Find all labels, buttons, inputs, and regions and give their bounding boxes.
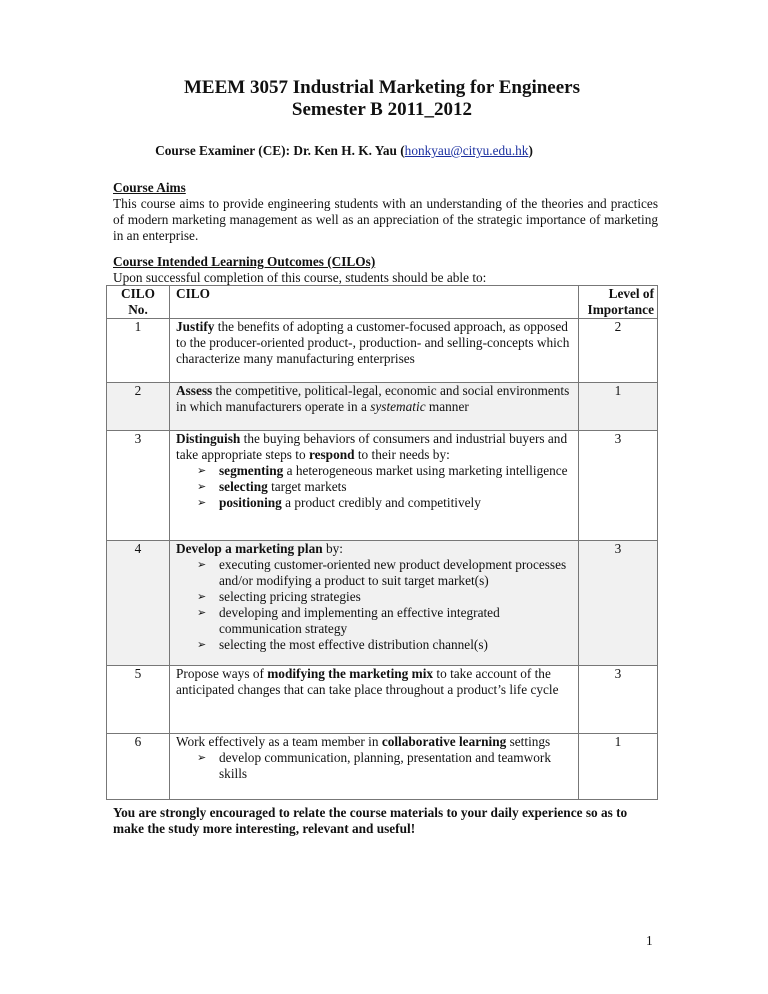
text-segment: manner [425, 399, 469, 414]
course-title: MEEM 3057 Industrial Marketing for Engineers [183, 77, 580, 98]
cilo-level: 3 [579, 431, 658, 541]
cilos-section [113, 254, 658, 286]
table-row [107, 734, 658, 800]
text-segment: respond [308, 447, 355, 462]
text-segment: selecting the most effective distribution channel(s) [219, 637, 488, 652]
cilo-number: 3 [107, 431, 170, 541]
cilo-description [170, 431, 579, 541]
table-row [107, 383, 658, 431]
text-segment: developing and implementing an effective integrated communication strategy [219, 605, 500, 636]
text-segment: collaborative learning [381, 734, 507, 749]
cilo-description [170, 383, 579, 431]
text-segment: develop communication, planning, presentation and teamwork skills [219, 750, 551, 781]
text-segment: executing customer-oriented new product development processes and/or modifying a product to suit target market(s) [219, 557, 567, 588]
cilo-text [176, 734, 572, 750]
text-segment: Justify [176, 319, 215, 334]
cilo-level: 3 [579, 666, 658, 734]
course-aims-text: This course aims to provide engineering students with an understanding of the theories and practices of modern marketing management as well as an appreciation of the strategic importance of marketing in an enterprise. [113, 196, 658, 243]
cilo-text [176, 431, 572, 463]
bullet-list [176, 750, 572, 782]
header-cilo: CILO [170, 286, 579, 319]
cilo-description [170, 734, 579, 800]
bullet-list [176, 463, 572, 511]
cilos-intro: Upon successful completion of this course, students should be able to: [113, 270, 487, 285]
bullet-item [197, 557, 572, 589]
text-segment: selecting [219, 479, 268, 494]
text-segment: selecting pricing strategies [219, 589, 361, 604]
text-segment: Develop a marketing plan [176, 541, 323, 556]
cilo-number: 5 [107, 666, 170, 734]
text-segment: a product credibly and competitively [281, 495, 481, 510]
text-segment: to their needs by: [354, 447, 450, 462]
text-segment: by: [322, 541, 343, 556]
text-segment: the benefits of adopting a customer-focused approach, as opposed to the producer-oriented product-, production- and selling-concepts which characterize many manufacturing enterprises [176, 319, 570, 366]
cilo-description [170, 666, 579, 734]
header-cilo-no: CILO No. [107, 286, 170, 319]
table-row [107, 541, 658, 666]
course-examiner: Course Examiner (CE): Dr. Ken H. K. Yau (honkyau@cityu.edu.hk) [155, 143, 533, 158]
page-number: 1 [646, 933, 653, 948]
cilo-text [176, 383, 572, 415]
course-aims-section [113, 180, 658, 244]
examiner-email-link[interactable]: honkyau@cityu.edu.hk [404, 143, 529, 158]
text-segment: the competitive, political-legal, economic and social environments in which manufacturers operate in a [176, 383, 570, 414]
cilo-description [170, 319, 579, 383]
cilo-level: 1 [579, 383, 658, 431]
cilo-text [176, 319, 572, 367]
cilo-description [170, 541, 579, 666]
course-aims-heading: Course Aims [113, 180, 186, 195]
cilo-number: 2 [107, 383, 170, 431]
text-segment: settings [506, 734, 551, 749]
cilo-table [106, 285, 658, 800]
cilo-number: 4 [107, 541, 170, 666]
semester-title: Semester B 2011_2012 [291, 99, 473, 120]
text-segment: Propose ways of [176, 666, 268, 681]
text-segment: positioning [219, 495, 282, 510]
cilo-number: 1 [107, 319, 170, 383]
bullet-item [197, 479, 572, 495]
text-segment: the buying behaviors of consumers and industrial buyers and take appropriate steps to [176, 431, 568, 462]
bullet-item [197, 495, 572, 511]
text-segment: Assess [176, 383, 213, 398]
table-header-row [107, 286, 658, 319]
text-segment: target markets [267, 479, 347, 494]
cilo-level: 1 [579, 734, 658, 800]
bullet-item [197, 750, 572, 782]
text-segment: to take account of the anticipated changes that can take place throughout a product’s life cycle [176, 666, 559, 697]
bullet-item [197, 589, 572, 605]
table-row [107, 666, 658, 734]
cilo-text [176, 666, 572, 698]
examiner-label: Course Examiner (CE): Dr. Ken H. K. Yau [155, 143, 397, 158]
bullet-item [197, 605, 572, 637]
text-segment: segmenting [219, 463, 284, 478]
cilo-level: 3 [579, 541, 658, 666]
bullet-item [197, 463, 572, 479]
text-segment: Work effectively as a team member in [176, 734, 382, 749]
closing-note: You are strongly encouraged to relate the course materials to your daily experience so as to make the study more interesting, relevant and useful! [113, 805, 628, 836]
cilo-text [176, 541, 572, 557]
text-segment: a heterogeneous market using marketing intelligence [283, 463, 568, 478]
cilos-heading: Course Intended Learning Outcomes (CILOs) [113, 254, 376, 269]
header-level: Level of Importance [579, 286, 658, 319]
text-segment: systematic [370, 399, 426, 414]
cilo-level: 2 [579, 319, 658, 383]
bullet-item [197, 637, 572, 653]
table-row [107, 319, 658, 383]
text-segment: Distinguish [176, 431, 241, 446]
bullet-list [176, 557, 572, 653]
text-segment: modifying the marketing mix [267, 666, 434, 681]
table-row [107, 431, 658, 541]
cilo-number: 6 [107, 734, 170, 800]
